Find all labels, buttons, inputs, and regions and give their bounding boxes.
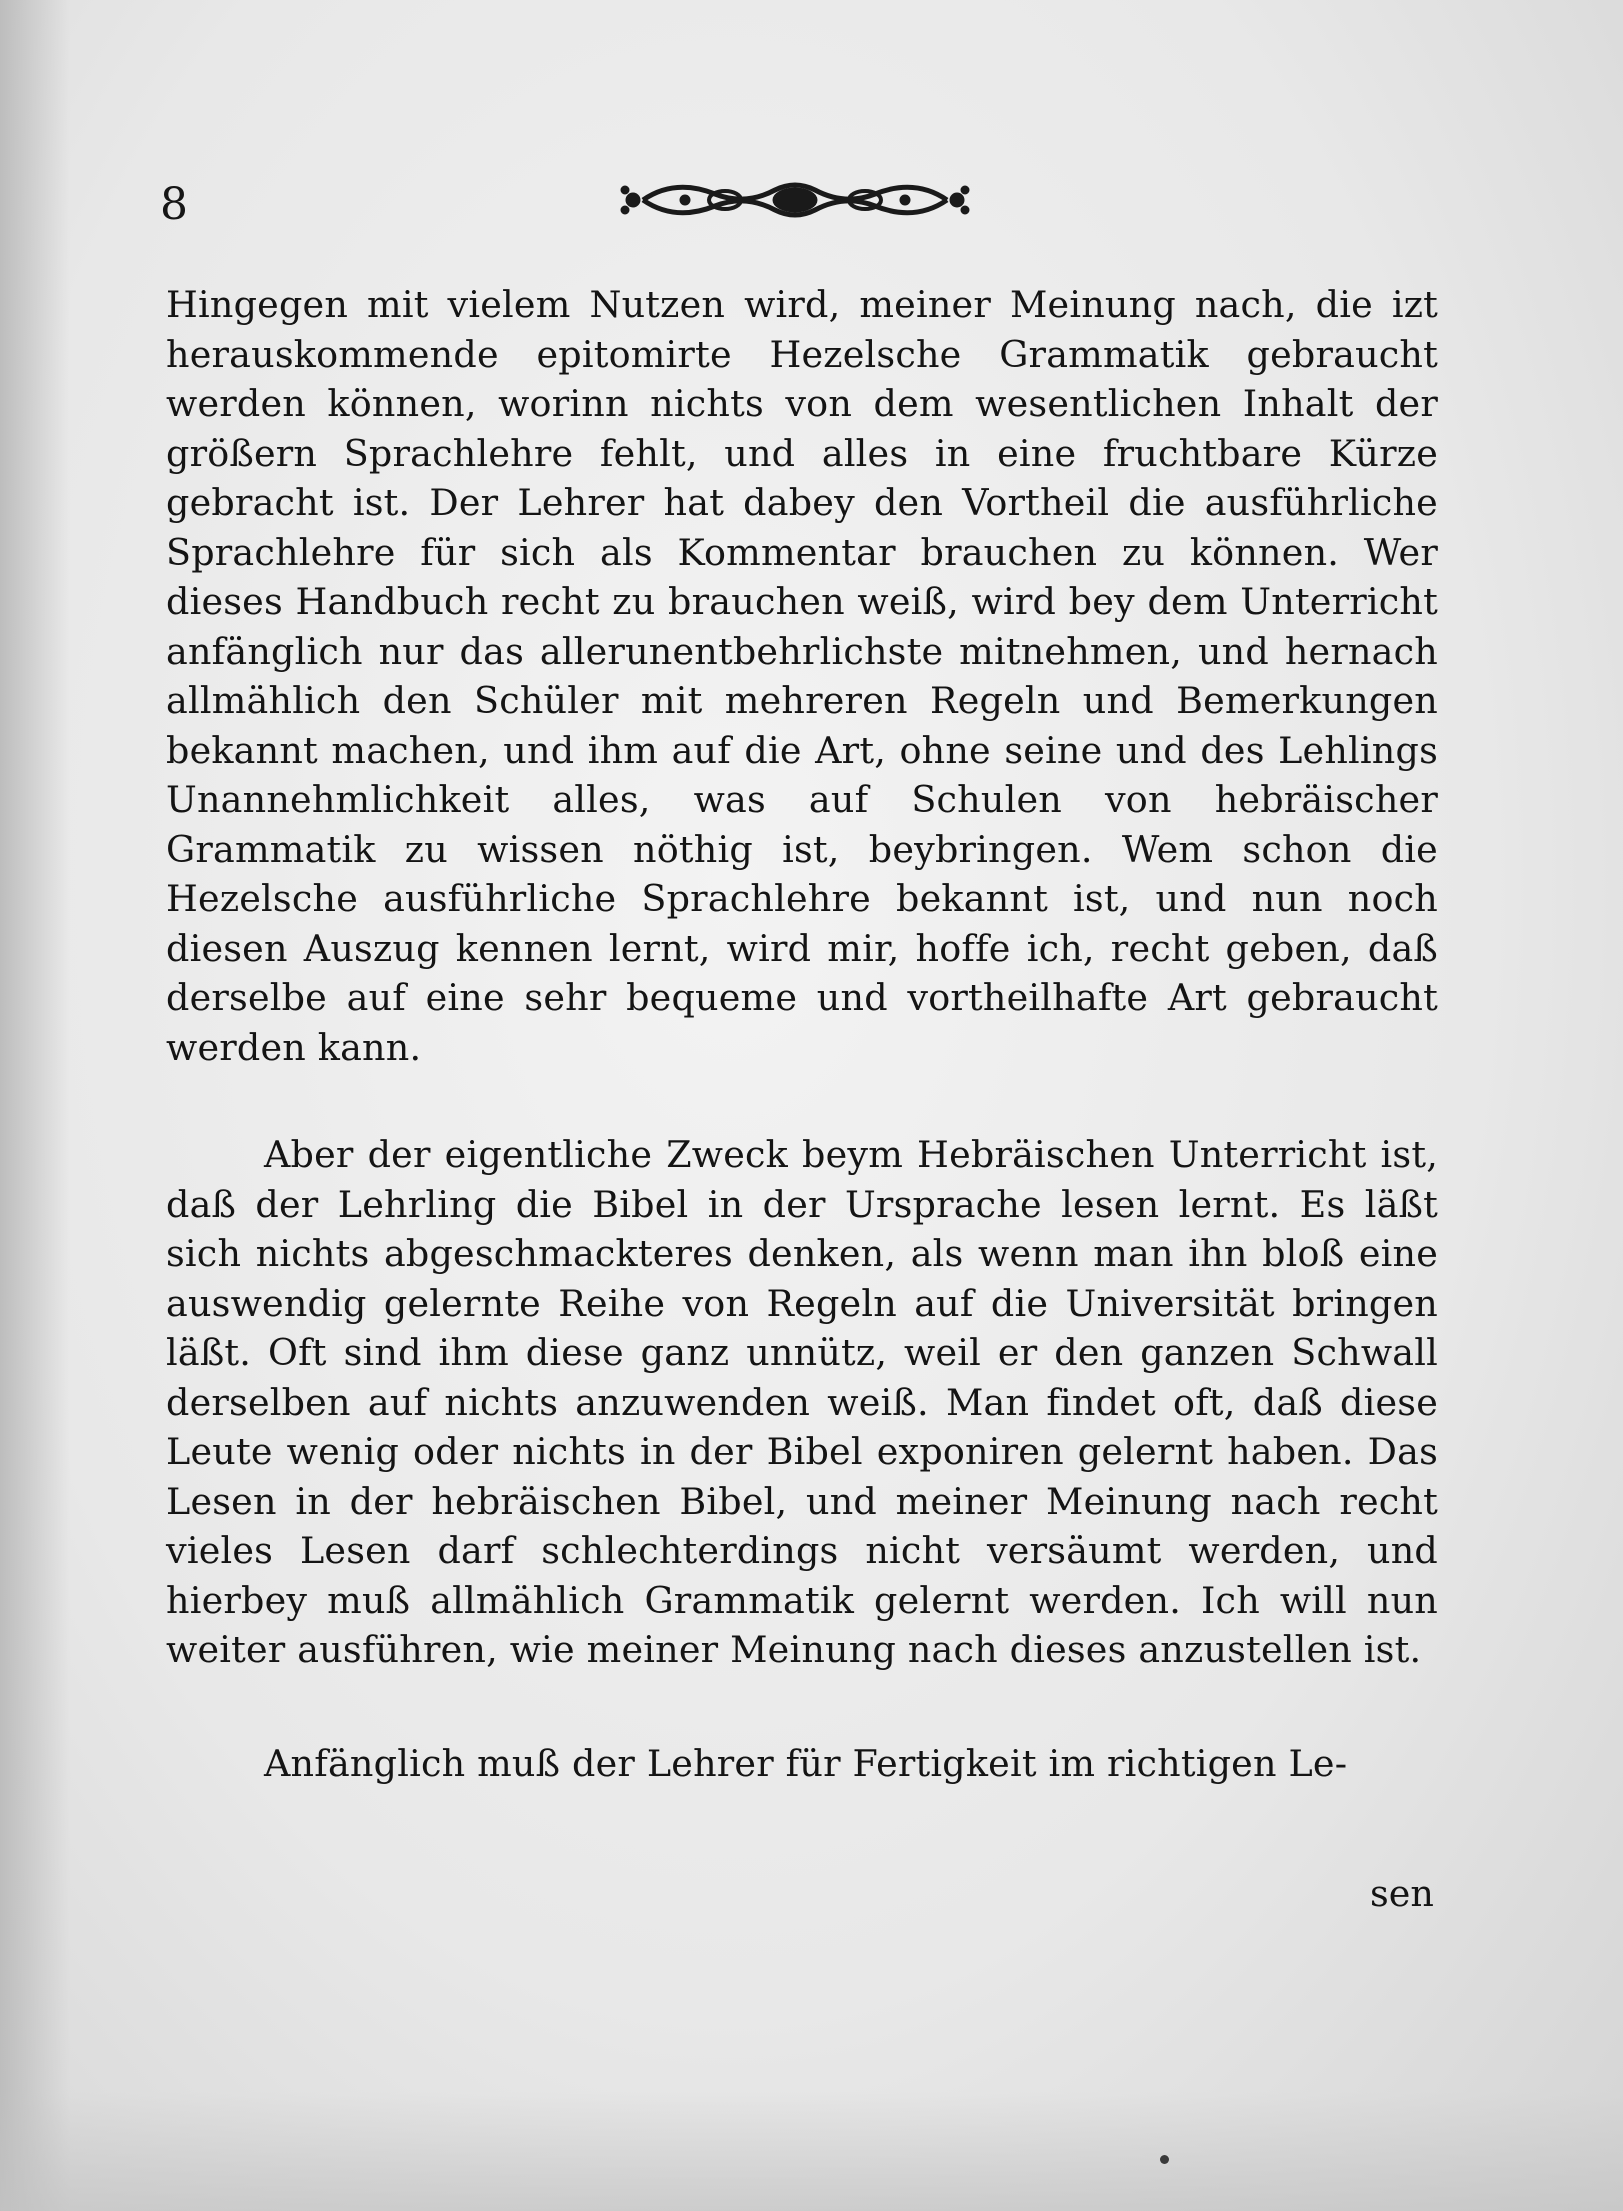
page-bottom-shadow [0, 2091, 1623, 2211]
catchword: sen [1370, 1872, 1434, 1915]
paragraph-2: Aber der eigentliche Zweck beym Hebräischen Unterricht ist, daß der Lehrling die Bibel in der Ursprache lesen lernt. Es läßt sich nichts abgeschmackteres denken, als wenn man ihn bloß eine auswendig gelernte Reihe von Regeln auf die Universität bringen läßt. Oft sind ihm diese ganz unnütz, weil er den ganzen Schwall derselben auf nichts anzuwenden weiß. Man findet oft, daß diese Leute wenig oder nichts in der Bibel exponiren gelernt haben. Das Lesen in der hebräischen Bibel, und meiner Meinung nach recht vieles Lesen darf schlechterdings nicht versäumt werden, und hierbey muß allmählich Grammatik gelernt werden. Ich will nun weiter ausführen, wie meiner Meinung nach dieses anzustellen ist. [166, 1133, 1438, 1671]
body-text [166, 280, 1438, 1788]
floral-headpiece-ornament-icon [615, 168, 975, 232]
page-number: 8 [160, 179, 188, 230]
page-edge-shadow [0, 0, 70, 2211]
paragraph-1: Hingegen mit vielem Nutzen wird, meiner Meinung nach, die izt herauskommende epitomirte Hezelsche Grammatik gebraucht werden können, worinn nichts von dem wesentlichen Inhalt der größern Sprachlehre fehlt, und alles in eine fruchtbare Kürze gebracht ist. Der Lehrer hat dabey den Vortheil die ausführliche Sprachlehre für sich als Kommentar brauchen zu können. Wer dieses Handbuch recht zu brauchen weiß, wird bey dem Unterricht anfänglich nur das allerunentbehrlichste mitnehmen, und hernach allmählich den Schüler mit mehreren Regeln und Bemerkungen bekannt machen, und ihm auf die Art, ohne seine und des Lehlings Unannehmlichkeit alles, was auf Schulen von hebräischer Grammatik zu wissen nöthig ist, beybringen. Wem schon die Hezelsche ausführliche Sprachlehre bekannt ist, und nun noch diesen Auszug kennen lernt, wird mir, hoffe ich, recht geben, daß derselbe auf eine sehr bequeme und vortheilhafte Art gebraucht werden kann. [166, 283, 1438, 1069]
paragraph-3: Anfänglich muß der Lehrer für Fertigkeit im richtigen Le- [264, 1741, 1348, 1785]
ink-speck [1160, 2155, 1169, 2164]
